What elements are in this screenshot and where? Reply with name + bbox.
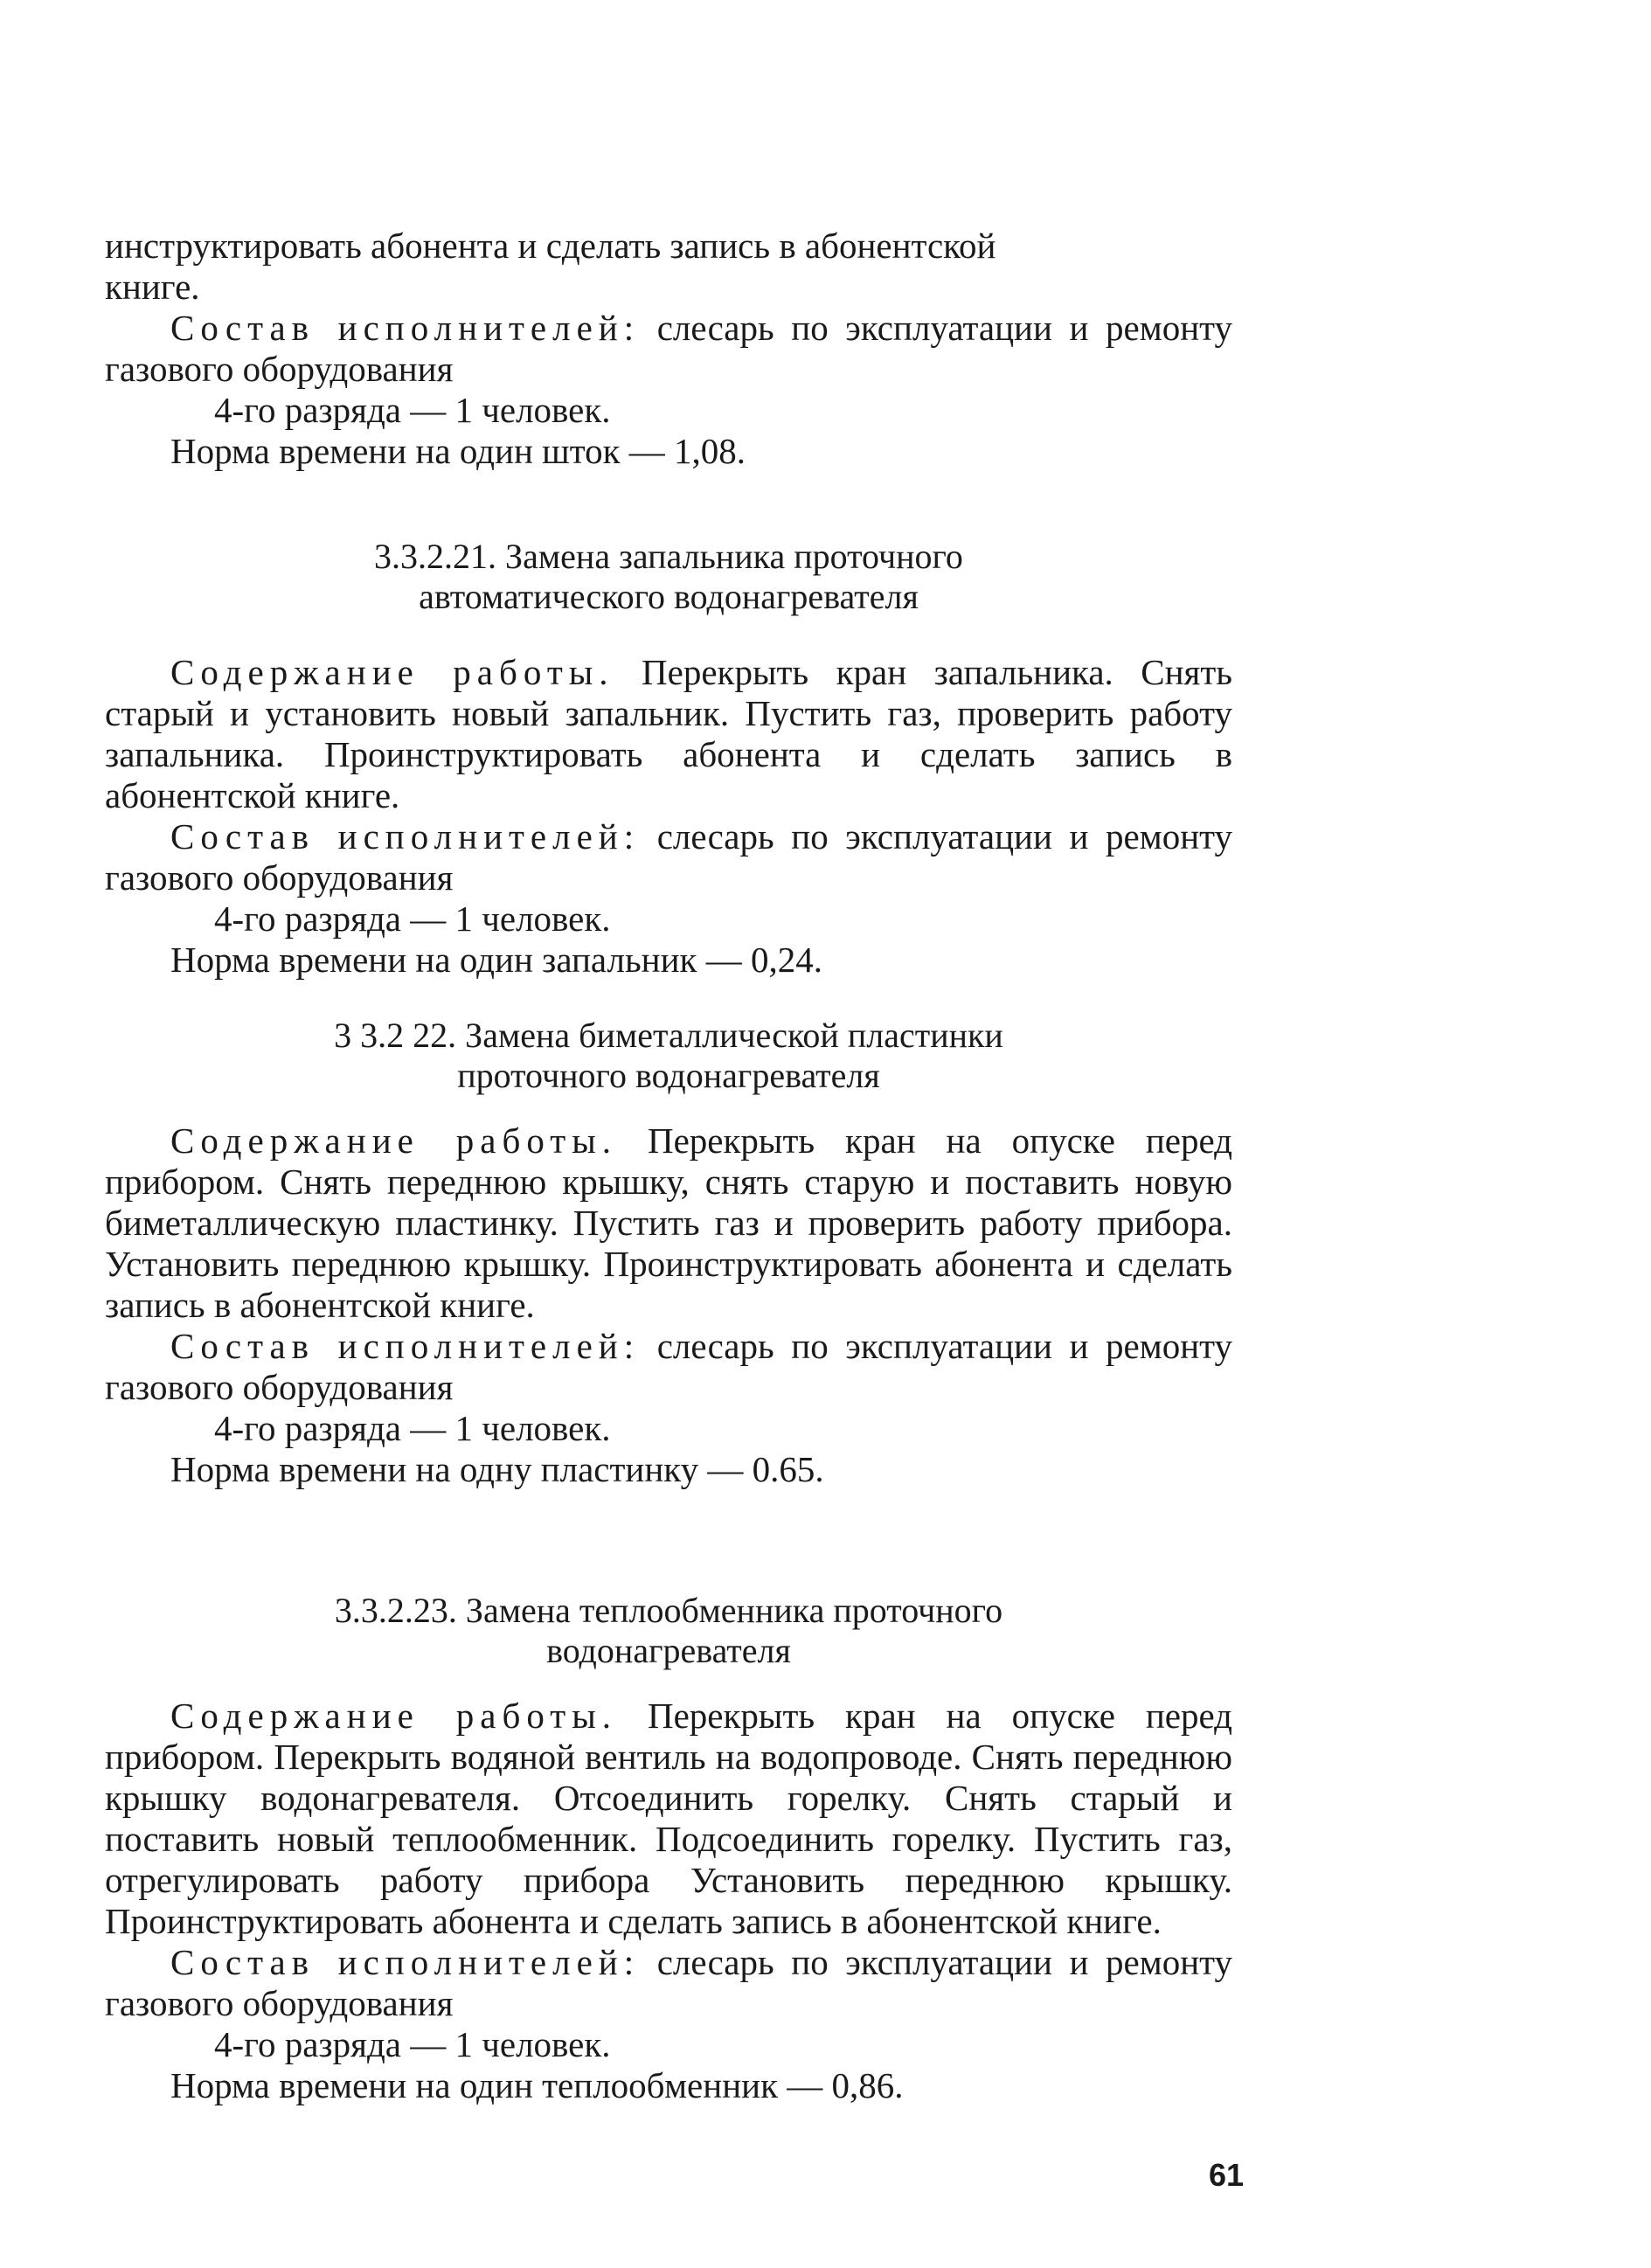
staff-label: Состав исполнителей: bbox=[170, 1942, 641, 1982]
norm-line: Норма времени на одну пластинку — 0.65. bbox=[170, 1449, 824, 1489]
heading-line: 3.3.2.21. Замена запальника проточного bbox=[374, 537, 963, 576]
staff-paragraph bbox=[105, 1326, 1232, 1408]
staff-text: слесарь по эксплуатации и ремонту газового оборудования bbox=[105, 1942, 1233, 2023]
heading-line: проточного водонагревателя bbox=[457, 1056, 880, 1095]
heading-line: автоматического водонагревателя bbox=[419, 577, 919, 616]
intro-line: инструктировать абонента и сделать запись в абонентской bbox=[105, 225, 996, 266]
content-label: Содержание работы. bbox=[170, 1120, 618, 1161]
section-heading bbox=[105, 1016, 1232, 1096]
staff-paragraph bbox=[105, 816, 1232, 898]
heading-line: 3.3.2.23. Замена теплообменника проточного bbox=[334, 1591, 1003, 1630]
staff-text: слесарь по эксплуатации и ремонту газового оборудования bbox=[105, 816, 1233, 898]
norm-line: Норма времени на один теплообменник — 0,86. bbox=[170, 2065, 904, 2105]
section-body bbox=[105, 1696, 1232, 2106]
content-paragraph bbox=[105, 1120, 1232, 1326]
intro-block bbox=[105, 225, 1232, 472]
content-paragraph bbox=[105, 1696, 1232, 1942]
staff-label: Состав исполнителей: bbox=[170, 816, 641, 857]
content-text: Перекрыть кран запальника. Снять старый и установить новый запальник. Пустить газ, проверить работу запальника. Проинструктировать абонента и сделать запись в абонентской книге. bbox=[105, 652, 1233, 815]
norm-line: Норма времени на один запальник — 0,24. bbox=[170, 940, 822, 980]
content-label: Содержание работы. bbox=[170, 1696, 618, 1736]
staff-paragraph bbox=[105, 308, 1232, 390]
norm-line: Норма времени на один шток — 1,08. bbox=[170, 431, 746, 471]
section-body bbox=[105, 652, 1232, 981]
content-label: Содержание работы. bbox=[170, 652, 614, 692]
grade-line: 4-го разряда — 1 человек. bbox=[214, 2024, 611, 2064]
heading-line: 3 3.2 22. Замена биметаллической пластинки bbox=[334, 1016, 1003, 1055]
staff-label: Состав исполнителей: bbox=[170, 308, 641, 348]
content-text: Перекрыть кран на опуске перед прибором. Снять переднюю крышку, снять старую и поставить новую биметаллическую пластинку. Пустить газ и проверить работу прибора. Установить переднюю крышку. Проинструктировать абонента и сделать запись в абонентской книге. bbox=[105, 1120, 1233, 1325]
grade-line: 4-го разряда — 1 человек. bbox=[214, 390, 611, 430]
page-number: 61 bbox=[1209, 2157, 1245, 2193]
staff-text: слесарь по эксплуатации и ремонту газового оборудования bbox=[105, 1326, 1233, 1407]
section-heading bbox=[105, 537, 1232, 617]
staff-paragraph bbox=[105, 1942, 1232, 2024]
content-text: Перекрыть кран на опуске перед прибором. Перекрыть водяной вентиль на водопроводе. Снять переднюю крышку водонагревателя. Отсоединить горелку. Снять старый и поставить новый теплообменник. Подсоединить горелку. Пустить газ, отрегулировать работу прибора Установить переднюю крышку. Проинструктировать абонента и сделать запись в абонентской книге. bbox=[105, 1696, 1233, 1941]
section-heading bbox=[105, 1591, 1232, 1671]
grade-line: 4-го разряда — 1 человек. bbox=[214, 898, 611, 939]
grade-line: 4-го разряда — 1 человек. bbox=[214, 1408, 611, 1448]
content-paragraph bbox=[105, 652, 1232, 816]
staff-label: Состав исполнителей: bbox=[170, 1326, 641, 1366]
intro-line: книге. bbox=[105, 267, 200, 307]
staff-text: слесарь по эксплуатации и ремонту газового оборудования bbox=[105, 308, 1233, 389]
section-body bbox=[105, 1120, 1232, 1490]
heading-line: водонагревателя bbox=[546, 1631, 791, 1670]
